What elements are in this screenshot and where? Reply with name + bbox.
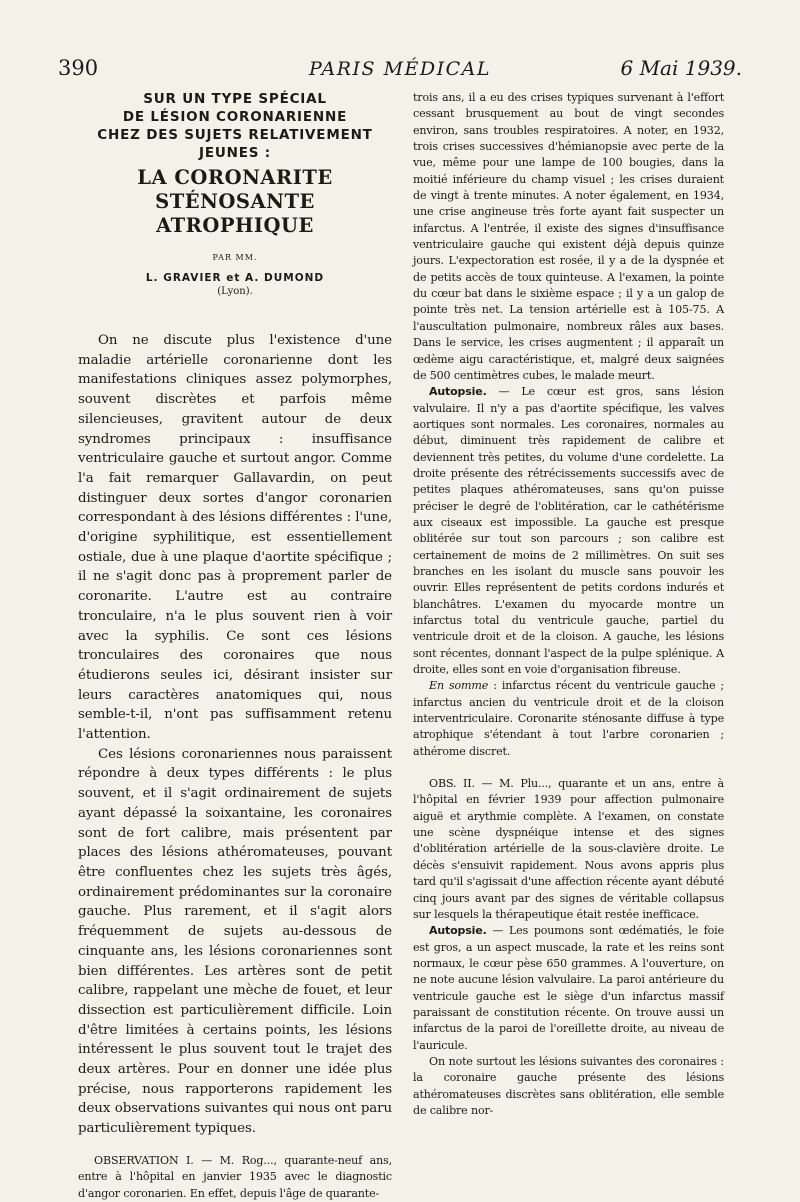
observation-2-paragraph: OBS. II. — M. Plu..., quarante et un ans, entre à l'hôpital en février 1939 pour affection pulmonaire aiguë et arythmie complète. A l'examen, on constate une scène dyspnéique intense et des signes d'oblitération artérielle de la sous-clavière droite. Le décès s'ensuivit rapidement. Nous avons appris plus tard qu'il s'agissait d'une affection récente ayant débuté cinq jours avant par des signes de véritable collapsus sur lesquels la thérapeutique était restée inefficace.: [413, 777, 724, 921]
autopsy-1-text: — Le cœur est gros, sans lésion valvulaire. Il n'y a pas d'aortite spécifique, les valves aortiques sont normales. Les coronaires, normales au début, diminuent très rapidement de calibre et deviennent très petites, du volume d'une cordelette. La droite présente des rétrécissements successifs avec de petites plaques athéromateuses, sans qu'on puisse préciser le degré de l'oblitération, car le cathétérisme aux ciseaux est impossible. La gauche est presque oblitérée sur tout son parcours ; son calibre est certainement de moins de 2 millimètres. On suit ses branches en les isolant du muscle sans pouvoir les ouvrir. Elles représentent de petits cordons indurés et blanchâtres. L'examen du myocarde montre un infarctus total du ventricule gauche, partiel du ventricule droit et de la cloison. A gauche, les lésions sont récentes, donnant l'aspect de la pulpe splénique. A droite, elles sont en voie d'organisation fibreuse.: [413, 385, 724, 677]
title-line-1: SUR UN TYPE SPÉCIAL: [143, 91, 327, 107]
autopsy-2-lead: Autopsie.: [429, 924, 487, 938]
issue-date: 6 Mai 1939.: [620, 56, 742, 80]
page-header: [58, 54, 742, 84]
intro-paragraph: On ne discute plus l'existence d'une maladie artérielle coronarienne dont les manifestations cliniques assez polymorphes, souvent discrètes et parfois même silencieuses, gravitent autour de deux syndromes principaux : insuffisance ventriculaire gauche et surtout angor. Comme l'a fait remarquer Gallavardin, on peut distinguer deux sortes d'angor coronarien correspondant à des lésions différentes : l'une, d'origine syphilitique, est essentiellement ostiale, due à une plaque d'aortite spécifique ; il ne s'agit donc pas à proprement parler de coronarite. L'autre est au contraire tronculaire, n'a le plus souvent rien à voir avec la syphilis. Ce sont ces lésions tronculaires des coronaires que nous étudierons seules ici, désirant insister sur leurs caractères anatomiques qui, nous semble-t-il, n'ont pas suffisamment retenu l'attention.: [78, 333, 392, 743]
autopsy-2-text: — Les poumons sont œdématiés, le foie est gros, a un aspect muscade, la rate et les reins sont normaux, le cœur pèse 650 grammes. A l'ouverture, on ne note aucune lésion valvulaire. La paroi antérieure du ventricule gauche est le siège d'un infarctus massif paraissant de constitution récente. On trouve aussi un infarctus de la paroi de l'oreillette droite, au niveau de l'auricule.: [413, 924, 724, 1052]
title-line-4: JEUNES :: [199, 145, 271, 161]
journal-title: PARIS MÉDICAL: [308, 58, 492, 80]
autopsy-1-paragraph: [413, 384, 724, 678]
article-title-block: [78, 90, 392, 297]
author-city: (Lyon).: [217, 286, 253, 297]
title-line-2: DE LÉSION CORONARIENNE: [122, 109, 348, 125]
summary-lead: En somme: [429, 679, 489, 693]
title-line-3: CHEZ DES SUJETS RELATIVEMENT: [97, 127, 373, 143]
summary-paragraph: [413, 678, 724, 760]
coronary-lesions-paragraph: On note surtout les lésions suivantes des coronaires : la coronaire gauche présente des lésions athéromateuses discrètes sans oblitération, elle semble de calibre nor-: [413, 1054, 724, 1117]
byline-par: PAR MM.: [212, 253, 258, 262]
autopsy-2-paragraph: [413, 923, 724, 1054]
main-title-line-2: STÉNOSANTE ATROPHIQUE: [155, 190, 315, 237]
main-title-line-1: LA CORONARITE: [137, 166, 333, 189]
autopsy-1-lead: Autopsie.: [429, 385, 487, 399]
types-paragraph: Ces lésions coronariennes nous paraissent répondre à deux types différents : le plus souvent, et il s'agit ordinairement de sujets ayant dépassé la soixantaine, les coronaires sont de fort calibre, mais présentent par places des lésions athéromateuses, pouvant être confluentes chez les sujets très âgés, ordinairement prédominantes sur la coronaire gauche. Plus rarement, et il s'agit alors fréquemment de sujets au-dessous de cinquante ans, les lésions coronariennes sont bien différentes. Les artères sont de petit calibre, rappelant une mèche de fouet, et leur dissection est particulièrement difficile. Loin d'être limitées à certains points, les lésions intéressent le plus souvent tout le trajet des deux artères. Pour en donner une idée plus précise, nous rapporterons rapidement les deux observations suivantes qui nous ont paru particulièrement typiques.: [78, 746, 392, 1137]
observation-1-start: OBSERVATION I. — M. Rog..., quarante-neuf ans, entre à l'hôpital en janvier 1935 avec le diagnostic d'angor coronarien. En effet, depuis l'âge de quarante-: [78, 1153, 392, 1200]
right-column: [413, 90, 724, 1126]
left-column: [78, 90, 392, 1200]
summary-text: : infarctus récent du ventricule gauche ; infarctus ancien du ventricule droit et de la cloison interventriculaire. Coronarite sténosante diffuse à type atrophique s'étendant à tout l'arbre coronarien ; athérome discret.: [413, 679, 725, 758]
authors: L. GRAVIER et A. DUMOND: [145, 272, 325, 284]
spacer: [413, 760, 724, 776]
page-number: 390: [58, 56, 99, 80]
observation-1-continued: trois ans, il a eu des crises typiques survenant à l'effort cessant brusquement au bout de vingt secondes environ, sans troubles respiratoires. A noter, en 1932, trois crises successives d'hémianopsie avec perte de la vue, même pour une lampe de 100 bougies, dans la moitié inférieure du champ visuel ; les crises duraient de vingt à trente minutes. A noter également, en 1934, une crise angineuse très forte ayant fait suspecter un infarctus. A l'entrée, il existe des signes d'insuffisance ventriculaire gauche qui existent déjà depuis quinze jours. L'expectoration est rosée, il y a de la dyspnée et de petits accès de toux quinteuse. A l'examen, la pointe du cœur bat dans le sixième espace ; il y a un galop de pointe très net. La tension artérielle est à 105-75. A l'auscultation pulmonaire, nombreux râles aux bases. Dans le service, les crises augmentent ; il apparaît un œdème aigu caractéristique, et, malgré deux saignées de 500 centimètres cubes, le malade meurt.: [413, 91, 724, 382]
